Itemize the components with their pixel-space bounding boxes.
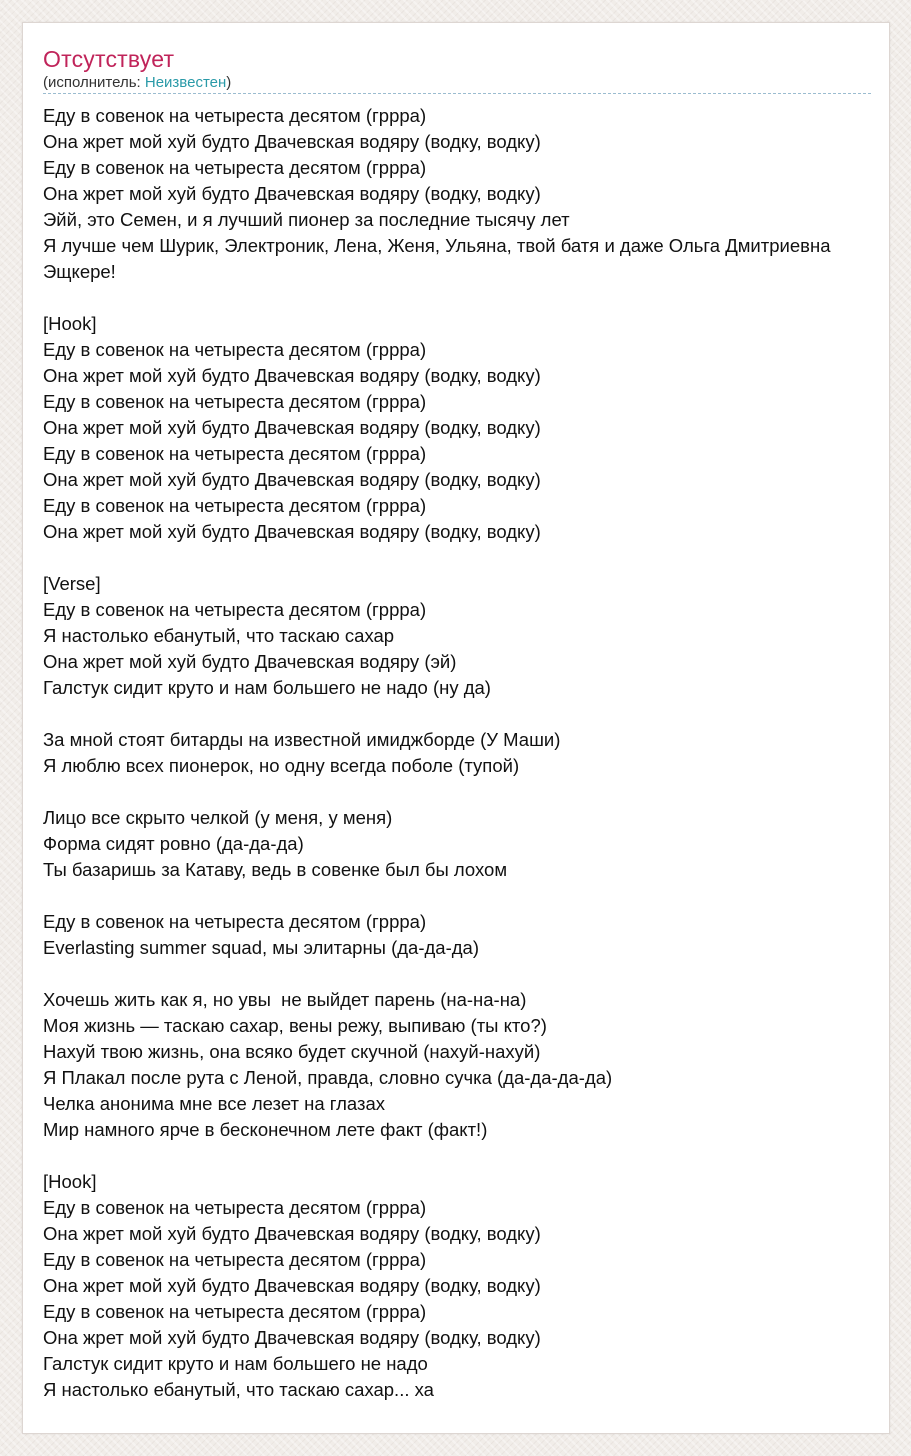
lyric-line: Еду в совенок на четыреста десятом (гррра): [43, 495, 427, 516]
lyric-line: Еду в совенок на четыреста десятом (гррра): [43, 391, 427, 412]
lyric-line: Мир намного ярче в бесконечном лете факт (факт!): [43, 1119, 488, 1140]
lyric-line: Еду в совенок на четыреста десятом (гррра): [43, 443, 427, 464]
lyric-line: Еду в совенок на четыреста десятом (гррра): [43, 339, 427, 360]
lyric-line: Лицо все скрыто челкой (у меня, у меня): [43, 807, 393, 828]
blank-line: [43, 1143, 890, 1169]
lyric-line: Она жрет мой хуй будто Двачевская водяру (водку, водку): [43, 131, 541, 152]
lyric-line: Эйй, это Семен, и я лучший пионер за последние тысячу лет: [43, 209, 570, 230]
lyrics-text: [43, 103, 890, 1403]
blank-line: [43, 883, 890, 909]
blank-line: [43, 779, 890, 805]
artist-suffix: ): [226, 74, 232, 91]
lyric-line: Хочешь жить как я, но увы не выйдет парень (на-на-на): [43, 989, 527, 1010]
lyric-line: Я люблю всех пионерок, но одну всегда поболе (тупой): [43, 755, 520, 776]
lyric-line: Галстук сидит круто и нам большего не надо (ну да): [43, 677, 491, 698]
lyric-line: Она жрет мой хуй будто Двачевская водяру (водку, водку): [43, 469, 541, 490]
artist-line: [43, 74, 871, 92]
lyric-line: Я настолько ебанутый, что таскаю сахар: [43, 625, 395, 646]
lyric-line: Галстук сидит круто и нам большего не надо: [43, 1353, 428, 1374]
lyric-line: Форма сидят ровно (да-да-да): [43, 833, 304, 854]
lyric-line: Еду в совенок на четыреста десятом (гррра): [43, 599, 427, 620]
lyric-line: Моя жизнь — таскаю сахар, вены режу, выпиваю (ты кто?): [43, 1015, 547, 1036]
lyric-line: Она жрет мой хуй будто Двачевская водяру (водку, водку): [43, 1327, 541, 1348]
blank-line: [43, 701, 890, 727]
lyric-line: Я Плакал после рута с Леной, правда, словно сучка (да-да-да-да): [43, 1067, 613, 1088]
lyric-line: Еду в совенок на четыреста десятом (гррра): [43, 1301, 427, 1322]
lyric-line: Еду в совенок на четыреста десятом (гррра): [43, 911, 427, 932]
lyrics-card: [22, 22, 890, 1434]
song-header: [43, 45, 871, 94]
lyric-line: Еду в совенок на четыреста десятом (гррра): [43, 1197, 427, 1218]
song-title: Отсутствует: [43, 46, 175, 72]
blank-line: [43, 545, 890, 571]
lyric-line: Она жрет мой хуй будто Двачевская водяру (водку, водку): [43, 183, 541, 204]
artist-prefix: (исполнитель:: [43, 74, 145, 91]
lyric-line: Она жрет мой хуй будто Двачевская водяру (эй): [43, 651, 457, 672]
lyric-line: Everlasting summer squad, мы элитарны (да-да-да): [43, 937, 479, 958]
lyric-line: За мной стоят битарды на известной имиджборде (У Маши): [43, 729, 561, 750]
blank-line: [43, 961, 890, 987]
lyric-line: Еду в совенок на четыреста десятом (гррра): [43, 157, 427, 178]
lyric-line: Нахуй твою жизнь, она всяко будет скучной (нахуй-нахуй): [43, 1041, 541, 1062]
lyric-line: Я настолько ебанутый, что таскаю сахар... ха: [43, 1379, 434, 1400]
artist-link[interactable]: Неизвестен: [144, 74, 227, 91]
lyric-line: Челка анонима мне все лезет на глазах: [43, 1093, 386, 1114]
lyric-line: Эщкере!: [43, 261, 116, 282]
blank-line: [43, 285, 890, 311]
lyric-line: Она жрет мой хуй будто Двачевская водяру (водку, водку): [43, 1223, 541, 1244]
lyric-line: [Verse]: [43, 573, 101, 594]
lyric-line: Еду в совенок на четыреста десятом (гррра): [43, 105, 427, 126]
lyric-line: Я лучше чем Шурик, Электроник, Лена, Женя, Ульяна, твой батя и даже Ольга Дмитриевна: [43, 235, 831, 256]
lyric-line: Она жрет мой хуй будто Двачевская водяру (водку, водку): [43, 1275, 541, 1296]
lyric-line: Ты базаришь за Катаву, ведь в совенке был бы лохом: [43, 859, 508, 880]
lyric-line: [Hook]: [43, 1171, 97, 1192]
lyric-line: Она жрет мой хуй будто Двачевская водяру (водку, водку): [43, 521, 541, 542]
lyric-line: Она жрет мой хуй будто Двачевская водяру (водку, водку): [43, 365, 541, 386]
lyric-line: Еду в совенок на четыреста десятом (гррра): [43, 1249, 427, 1270]
lyric-line: [Hook]: [43, 313, 97, 334]
lyric-line: Она жрет мой хуй будто Двачевская водяру (водку, водку): [43, 417, 541, 438]
